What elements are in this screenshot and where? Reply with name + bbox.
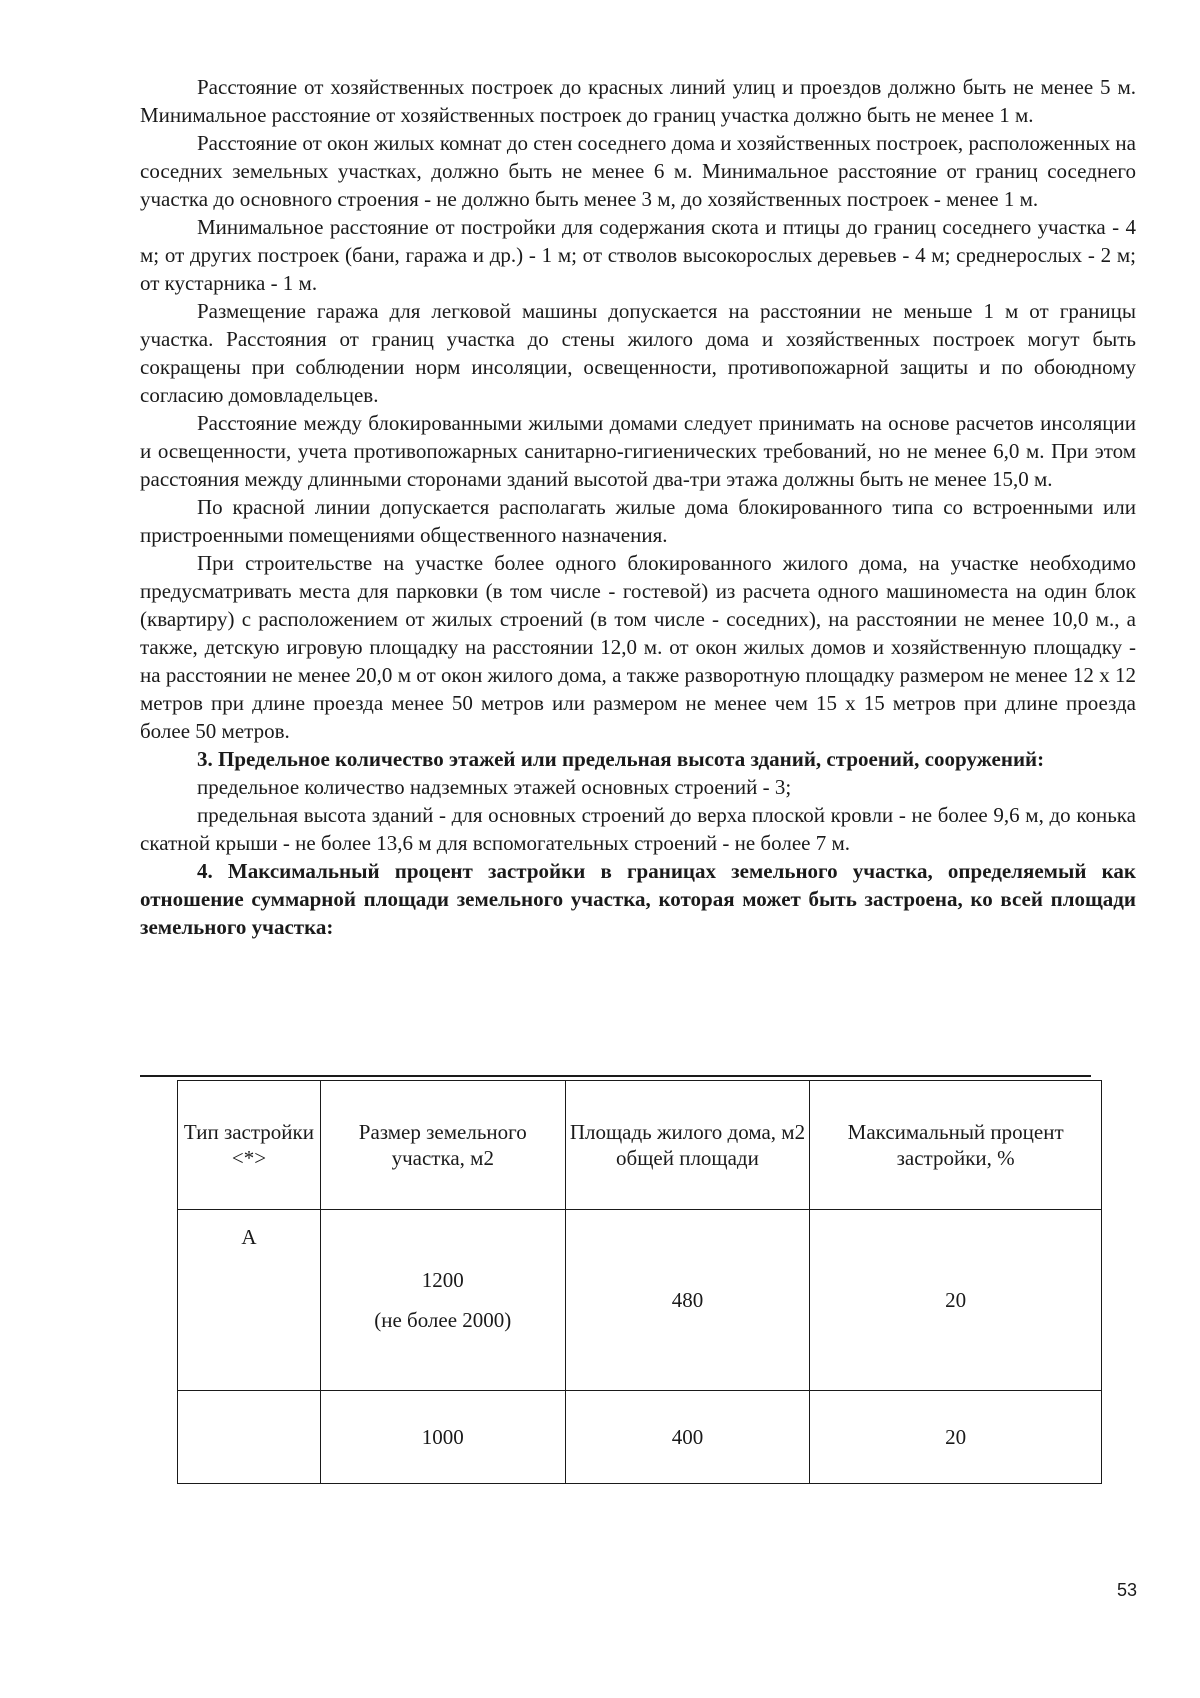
section-4-heading: 4. Максимальный процент застройки в границах земельного участка, определяемый как отношение суммарной площади земельного участка, которая может быть застроена, ко всей площади земельного участка: [140,859,1136,939]
paragraph: Расстояние от окон жилых комнат до стен соседнего дома и хозяйственных построек, расположенных на соседних земельных участках, должно быть не менее 6 м. Минимальное расстояние от границ соседнего участка до основного строения - не должно быть менее 3 м, до хозяйственных построек - менее 1 м. [140,131,1136,211]
header-plot-size: Размер земельного участка, м2 [320,1081,565,1210]
header-building-type: Тип застройки <*> [178,1081,321,1210]
cell-house-area: 400 [565,1391,810,1484]
paragraph: Расстояние от хозяйственных построек до красных линий улиц и проездов должно быть не менее 5 м. Минимальное расстояние от хозяйственных построек до границ участка должно быть не менее 1 м. [140,75,1136,127]
cell-building-type [178,1391,321,1484]
paragraph: Расстояние между блокированными жилыми домами следует принимать на основе расчетов инсоляции и освещенности, учета противопожарных санитарно-гигиенических требований, но не менее 6,0 м. При этом расстояния между длинными сторонами зданий высотой два-три этажа должны быть не менее 15,0 м. [140,411,1136,491]
cell-building-type: А [178,1210,321,1391]
cell-plot-size: 1000 [320,1391,565,1484]
section-3-item: предельная высота зданий - для основных строений до верха плоской кровли - не более 9,6 м, до конька скатной крыши - не более 13,6 м для вспомогательных строений - не более 7 м. [140,803,1136,855]
section-3-heading: 3. Предельное количество этажей или предельная высота зданий, строений, сооружений: [197,747,1045,771]
heading-underline [140,1075,1091,1077]
cell-max-percent: 20 [810,1391,1102,1484]
paragraph: Минимальное расстояние от постройки для содержания скота и птицы до границ соседнего участка - 4 м; от других построек (бани, гаража и др.) - 1 м; от стволов высокорослых деревьев - 4 м; среднерослых - 2 м; от кустарника - 1 м. [140,215,1136,295]
cell-plot-size [320,1210,565,1391]
page-number: 53 [1117,1580,1138,1600]
section-3-item: предельное количество надземных этажей основных строений - 3; [197,775,792,799]
paragraph: Размещение гаража для легковой машины допускается на расстоянии не меньше 1 м от границы участка. Расстояния от границ участка до стены жилого дома и хозяйственных построек могут быть сокращены при соблюдении норм инсоляции, освещенности, противопожарной защиты и по обоюдному согласию домовладельцев. [140,299,1136,407]
table-header-row [178,1081,1102,1210]
table-row [178,1391,1102,1484]
plot-size-value: 1200 [421,1268,464,1292]
header-max-percent: Максимальный процент застройки, % [810,1081,1102,1210]
header-house-area: Площадь жилого дома, м2 общей площади [565,1081,810,1210]
body-text [140,73,1136,941]
cell-house-area: 480 [565,1210,810,1391]
paragraph: При строительстве на участке более одного блокированного жилого дома, на участке необходимо предусматривать места для парковки (в том числе - гостевой) из расчета одного машиноместа на один блок (квартиру) с расположением от жилых строений (в том числе - соседних), на расстоянии не менее 10,0 м., а также, детскую игровую площадку на расстоянии 12,0 м. от окон жилых домов и хозяйственную площадку - на расстоянии не менее 20,0 м от окон жилого дома, а также разворотную площадку размером не менее 12 х 12 метров при длине проезда менее 50 метров или размером не менее чем 15 х 15 метров при длине проезда более 50 метров. [140,551,1136,743]
table-row [178,1210,1102,1391]
paragraph: По красной линии допускается располагать жилые дома блокированного типа со встроенными или пристроенными помещениями общественного назначения. [140,495,1136,547]
cell-max-percent: 20 [810,1210,1102,1391]
building-density-table [177,1080,1102,1484]
plot-size-limit: (не более 2000) [374,1308,512,1332]
